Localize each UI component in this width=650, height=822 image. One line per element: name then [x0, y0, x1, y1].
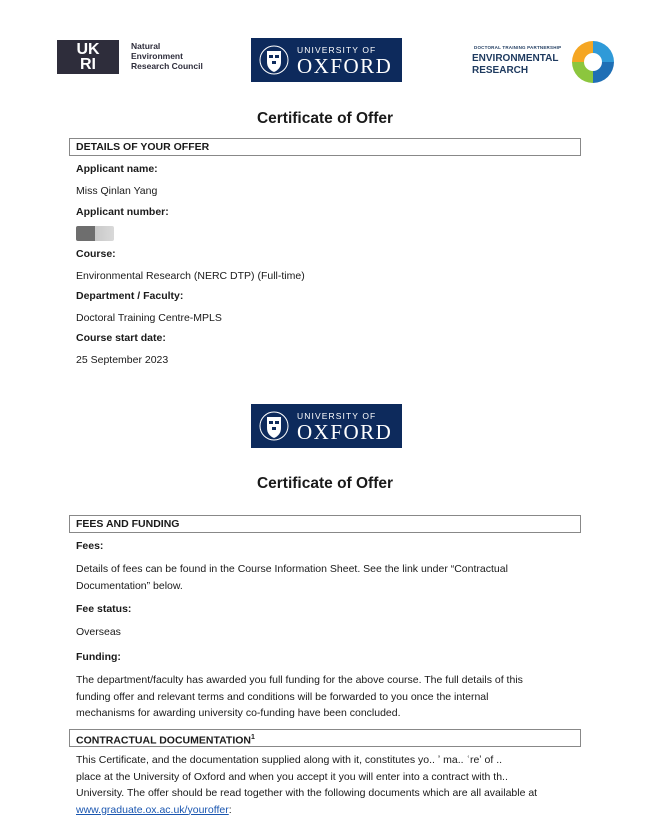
redacted-applicant-number	[76, 226, 114, 241]
contract-line-4	[76, 802, 581, 819]
page-title: Certificate of Offer	[256, 110, 394, 127]
oxford-university-of: UNIVERSITY OF	[297, 44, 377, 55]
dtp-small-text: DOCTORAL TRAINING PARTNERSHIP	[474, 45, 562, 50]
applicant-number-label: Applicant number:	[76, 206, 169, 218]
applicant-name-value: Miss Qinlan Yang	[76, 185, 158, 197]
oxford-crest-icon	[259, 409, 289, 443]
ukri-logo-line-2: RI	[79, 56, 96, 73]
funding-line-2: funding offer and relevant terms and conditions will be forwarded to you once the internal	[76, 690, 489, 703]
department-label: Department / Faculty:	[76, 290, 184, 302]
dtp-logo-text	[472, 53, 572, 77]
oxford-name: OXFORD	[297, 53, 393, 78]
ukri-logo-line-1: UK	[76, 41, 100, 58]
oxford-logo	[251, 38, 402, 82]
contract-text	[76, 752, 581, 818]
dtp-line-2: RESEARCH	[472, 65, 529, 76]
funding-text	[76, 672, 581, 722]
page-title-2: Certificate of Offer	[256, 475, 394, 492]
dtp-line-1: ENVIRONMENTAL	[472, 53, 559, 64]
dtp-swirl-icon	[569, 38, 617, 86]
oxford-logo-2	[251, 404, 402, 448]
contract-line-2: place at the University of Oxford and when you accept it you will enter into a contract with th..	[76, 770, 508, 783]
oxford-crest-icon	[259, 43, 289, 77]
oxford-university-of-2: UNIVERSITY OF	[297, 410, 377, 421]
contract-line-1: This Certificate, and the documentation supplied along with it, constitutes yo.. ʼ ma.. ʿreʼ of ..	[76, 754, 503, 766]
contract-colon: :	[228, 803, 232, 816]
section-contract-header	[69, 729, 581, 747]
funding-line-3: mechanisms for awarding university co-funding have been concluded.	[76, 707, 401, 719]
department-value: Doctoral Training Centre-MPLS	[76, 312, 222, 324]
fees-line-2: Documentation” below.	[76, 579, 183, 592]
course-label: Course:	[76, 248, 116, 260]
nerc-line-1: Natural	[131, 41, 161, 51]
fees-line-1: Details of fees can be found in the Course Information Sheet. See the link under “Contractual	[76, 563, 508, 575]
oxford-name-2: OXFORD	[297, 419, 393, 444]
section-fees-header: FEES AND FUNDING	[69, 515, 581, 533]
fees-text	[76, 561, 581, 594]
nerc-line-2: Environment	[131, 51, 183, 61]
fee-status-label: Fee status:	[76, 603, 132, 615]
start-date-label: Course start date:	[76, 332, 166, 344]
funding-line-1: The department/faculty has awarded you full funding for the above course. The full details of this	[76, 674, 523, 686]
applicant-name-label: Applicant name:	[76, 163, 158, 175]
youroffer-link[interactable]: www.graduate.ox.ac.uk/youroffer	[76, 803, 229, 816]
contract-footnote-ref: 1	[250, 734, 255, 741]
funding-label: Funding:	[76, 651, 121, 663]
contract-header-text: CONTRACTUAL DOCUMENTATION	[76, 734, 251, 747]
fees-label: Fees:	[76, 540, 104, 552]
course-value: Environmental Research (NERC DTP) (Full-time)	[76, 270, 305, 282]
contract-line-3: University. The offer should be read together with the following documents which are all available at	[76, 787, 538, 799]
start-date-value: 25 September 2023	[76, 354, 169, 366]
section-details-header: DETAILS OF YOUR OFFER	[69, 138, 581, 156]
fee-status-value: Overseas	[76, 626, 121, 638]
nerc-logo-text	[131, 41, 231, 71]
ukri-logo	[57, 40, 119, 74]
nerc-line-3: Research Council	[131, 61, 203, 71]
